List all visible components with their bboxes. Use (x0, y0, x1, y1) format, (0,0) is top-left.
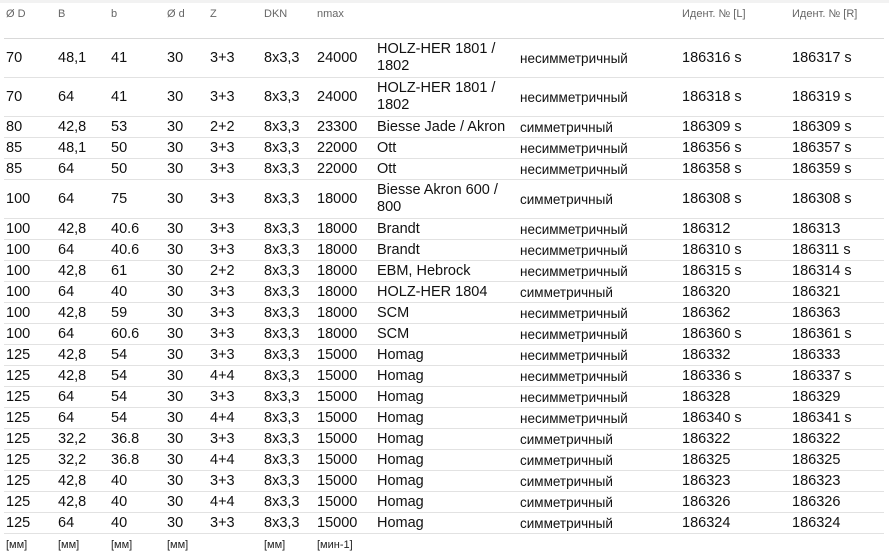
cell-teeth-z: 3+3 (208, 138, 262, 159)
cell-teeth-z: 3+3 (208, 282, 262, 303)
cell-ident-left: 186310 s (680, 240, 790, 261)
cell-diameter: 125 (4, 387, 56, 408)
cell-bore-b-upper: 48,1 (56, 39, 109, 78)
cell-ident-right: 186324 (790, 513, 884, 534)
cell-ident-left: 186356 s (680, 138, 790, 159)
cell-machine: Homag (375, 471, 518, 492)
cell-machine: Homag (375, 492, 518, 513)
cell-symmetry: симметричный (518, 117, 680, 138)
cell-bore-b-upper: 64 (56, 78, 109, 117)
cell-bore-b-upper: 32,2 (56, 450, 109, 471)
cell-dkn: 8x3,3 (262, 345, 315, 366)
cell-machine: Homag (375, 513, 518, 534)
cell-nmax: 15000 (315, 345, 375, 366)
cell-symmetry: симметричный (518, 513, 680, 534)
cell-nmax: 15000 (315, 387, 375, 408)
cell-bore-d: 30 (165, 303, 208, 324)
cell-width-b: 40 (109, 282, 165, 303)
cell-diameter: 100 (4, 282, 56, 303)
cell-ident-left: 186318 s (680, 78, 790, 117)
unit-nmax: [мин-1] (317, 539, 353, 551)
cell-diameter: 70 (4, 78, 56, 117)
cell-machine: HOLZ-HER 1801 / 1802 (375, 39, 518, 78)
unit-ident-right (790, 534, 884, 558)
cell-diameter: 85 (4, 138, 56, 159)
cell-machine: Homag (375, 366, 518, 387)
cell-teeth-z: 3+3 (208, 219, 262, 240)
cell-width-b: 60.6 (109, 324, 165, 345)
cell-ident-right: 186319 s (790, 78, 884, 117)
table-row (4, 180, 884, 219)
cell-machine: Homag (375, 450, 518, 471)
cell-ident-left: 186316 s (680, 39, 790, 78)
cell-width-b: 54 (109, 408, 165, 429)
cell-nmax: 15000 (315, 408, 375, 429)
header-width-b: b (109, 0, 165, 39)
cell-width-b: 50 (109, 159, 165, 180)
cell-width-b: 40 (109, 513, 165, 534)
cell-nmax: 15000 (315, 366, 375, 387)
cell-diameter: 125 (4, 513, 56, 534)
cell-ident-right: 186311 s (790, 240, 884, 261)
cell-teeth-z: 3+3 (208, 240, 262, 261)
unit-symmetry (518, 534, 680, 558)
cell-ident-right: 186325 (790, 450, 884, 471)
cell-bore-d: 30 (165, 117, 208, 138)
cell-bore-b-upper: 42,8 (56, 471, 109, 492)
cell-width-b: 41 (109, 39, 165, 78)
cell-symmetry: несимметричный (518, 219, 680, 240)
cell-bore-d: 30 (165, 240, 208, 261)
header-row (4, 0, 884, 39)
table-row (4, 471, 884, 492)
cell-width-b: 54 (109, 387, 165, 408)
cell-bore-b-upper: 42,8 (56, 303, 109, 324)
cell-symmetry: несимметричный (518, 78, 680, 117)
cell-width-b: 59 (109, 303, 165, 324)
cell-bore-b-upper: 42,8 (56, 261, 109, 282)
header-ident-left: Идент. № [L] (680, 0, 790, 39)
unit-teeth-z (208, 534, 262, 558)
cell-teeth-z: 3+3 (208, 387, 262, 408)
cell-ident-right: 186321 (790, 282, 884, 303)
header-bore-b-upper: B (56, 0, 109, 39)
cell-bore-d: 30 (165, 180, 208, 219)
cell-diameter: 125 (4, 471, 56, 492)
header-dkn: DKN (262, 0, 315, 39)
cell-dkn: 8x3,3 (262, 180, 315, 219)
cell-width-b: 40.6 (109, 219, 165, 240)
cell-teeth-z: 2+2 (208, 117, 262, 138)
cell-bore-d: 30 (165, 429, 208, 450)
cell-ident-right: 186309 s (790, 117, 884, 138)
cell-ident-right: 186308 s (790, 180, 884, 219)
cell-ident-right: 186326 (790, 492, 884, 513)
cell-ident-right: 186359 s (790, 159, 884, 180)
cell-symmetry: симметричный (518, 471, 680, 492)
cell-bore-d: 30 (165, 261, 208, 282)
cell-machine: Brandt (375, 240, 518, 261)
cell-symmetry: симметричный (518, 282, 680, 303)
units-row (4, 534, 884, 558)
table-row (4, 387, 884, 408)
cell-diameter: 100 (4, 261, 56, 282)
cell-teeth-z: 4+4 (208, 450, 262, 471)
unit-dkn: [мм] (264, 539, 286, 551)
cell-symmetry: несимметричный (518, 408, 680, 429)
cell-nmax: 18000 (315, 303, 375, 324)
cell-symmetry: несимметричный (518, 261, 680, 282)
cell-ident-left: 186323 (680, 471, 790, 492)
cell-dkn: 8x3,3 (262, 240, 315, 261)
cell-bore-d: 30 (165, 39, 208, 78)
cell-dkn: 8x3,3 (262, 138, 315, 159)
cell-ident-left: 186315 s (680, 261, 790, 282)
cell-bore-b-upper: 42,8 (56, 117, 109, 138)
cell-bore-b-upper: 42,8 (56, 345, 109, 366)
cell-ident-left: 186309 s (680, 117, 790, 138)
cell-nmax: 15000 (315, 471, 375, 492)
table-row (4, 345, 884, 366)
unit-machine (375, 534, 518, 558)
cell-dkn: 8x3,3 (262, 261, 315, 282)
cell-bore-b-upper: 42,8 (56, 492, 109, 513)
cell-ident-right: 186363 (790, 303, 884, 324)
cell-diameter: 100 (4, 219, 56, 240)
cell-ident-right: 186329 (790, 387, 884, 408)
cell-diameter: 100 (4, 180, 56, 219)
cell-ident-left: 186324 (680, 513, 790, 534)
cell-bore-d: 30 (165, 138, 208, 159)
cell-diameter: 70 (4, 39, 56, 78)
cell-teeth-z: 3+3 (208, 324, 262, 345)
cell-nmax: 18000 (315, 180, 375, 219)
cell-width-b: 50 (109, 138, 165, 159)
table-row (4, 78, 884, 117)
unit-width-b: [мм] (111, 539, 133, 551)
cell-bore-d: 30 (165, 282, 208, 303)
cell-dkn: 8x3,3 (262, 39, 315, 78)
cell-bore-b-upper: 42,8 (56, 219, 109, 240)
cell-teeth-z: 3+3 (208, 303, 262, 324)
cell-width-b: 53 (109, 117, 165, 138)
cell-bore-d: 30 (165, 219, 208, 240)
cell-bore-d: 30 (165, 345, 208, 366)
cell-dkn: 8x3,3 (262, 429, 315, 450)
cell-symmetry: несимметричный (518, 303, 680, 324)
cell-bore-b-upper: 64 (56, 387, 109, 408)
header-ident-right: Идент. № [R] (790, 0, 884, 39)
cell-teeth-z: 4+4 (208, 366, 262, 387)
cell-bore-d: 30 (165, 471, 208, 492)
cell-teeth-z: 4+4 (208, 408, 262, 429)
cell-diameter: 125 (4, 366, 56, 387)
header-machine (375, 0, 518, 39)
table-row (4, 324, 884, 345)
cell-teeth-z: 3+3 (208, 159, 262, 180)
header-bore-d: Ø d (165, 0, 208, 39)
cell-symmetry: симметричный (518, 429, 680, 450)
cell-width-b: 40 (109, 492, 165, 513)
cell-ident-left: 186325 (680, 450, 790, 471)
cell-machine: Ott (375, 159, 518, 180)
cell-dkn: 8x3,3 (262, 492, 315, 513)
cell-ident-left: 186358 s (680, 159, 790, 180)
cell-bore-b-upper: 64 (56, 180, 109, 219)
cell-ident-right: 186322 (790, 429, 884, 450)
table-row (4, 492, 884, 513)
cell-width-b: 54 (109, 366, 165, 387)
unit-diameter: [мм] (6, 539, 28, 551)
header-nmax: nmax (315, 0, 375, 39)
cell-bore-d: 30 (165, 492, 208, 513)
cell-bore-d: 30 (165, 450, 208, 471)
cell-width-b: 40.6 (109, 240, 165, 261)
cell-ident-right: 186357 s (790, 138, 884, 159)
cell-nmax: 18000 (315, 324, 375, 345)
table-row (4, 39, 884, 78)
cell-nmax: 15000 (315, 450, 375, 471)
cell-ident-left: 186320 (680, 282, 790, 303)
cell-ident-right: 186317 s (790, 39, 884, 78)
cell-bore-b-upper: 64 (56, 159, 109, 180)
cell-bore-d: 30 (165, 159, 208, 180)
cell-teeth-z: 3+3 (208, 180, 262, 219)
cell-dkn: 8x3,3 (262, 117, 315, 138)
cell-machine: HOLZ-HER 1801 / 1802 (375, 78, 518, 117)
cell-width-b: 36.8 (109, 450, 165, 471)
table-row (4, 429, 884, 450)
cell-dkn: 8x3,3 (262, 219, 315, 240)
cell-machine: Homag (375, 429, 518, 450)
cell-symmetry: несимметричный (518, 138, 680, 159)
cell-diameter: 85 (4, 159, 56, 180)
cell-teeth-z: 3+3 (208, 345, 262, 366)
cell-bore-d: 30 (165, 366, 208, 387)
cell-ident-left: 186360 s (680, 324, 790, 345)
header-teeth-z: Z (208, 0, 262, 39)
cell-symmetry: симметричный (518, 492, 680, 513)
table-row (4, 219, 884, 240)
cell-bore-b-upper: 64 (56, 513, 109, 534)
table-row (4, 513, 884, 534)
table-row (4, 261, 884, 282)
cell-nmax: 18000 (315, 261, 375, 282)
cell-bore-d: 30 (165, 324, 208, 345)
cell-nmax: 15000 (315, 513, 375, 534)
cell-nmax: 15000 (315, 429, 375, 450)
cell-dkn: 8x3,3 (262, 78, 315, 117)
table-row (4, 366, 884, 387)
cell-symmetry: несимметричный (518, 366, 680, 387)
table-row (4, 450, 884, 471)
cell-machine: Homag (375, 408, 518, 429)
cell-nmax: 24000 (315, 78, 375, 117)
cell-machine: Biesse Akron 600 / 800 (375, 180, 518, 219)
cell-machine: Ott (375, 138, 518, 159)
cell-nmax: 18000 (315, 240, 375, 261)
cell-diameter: 125 (4, 345, 56, 366)
unit-bore-b-upper: [мм] (58, 539, 80, 551)
cell-ident-left: 186322 (680, 429, 790, 450)
cell-dkn: 8x3,3 (262, 303, 315, 324)
table-row (4, 240, 884, 261)
cell-bore-b-upper: 64 (56, 324, 109, 345)
cell-machine: Homag (375, 387, 518, 408)
cell-symmetry: несимметричный (518, 159, 680, 180)
cell-dkn: 8x3,3 (262, 513, 315, 534)
cell-machine: SCM (375, 324, 518, 345)
cell-machine: Brandt (375, 219, 518, 240)
cell-bore-b-upper: 64 (56, 240, 109, 261)
cell-teeth-z: 3+3 (208, 471, 262, 492)
cell-diameter: 100 (4, 303, 56, 324)
cell-machine: EBM, Hebrock (375, 261, 518, 282)
cell-ident-right: 186361 s (790, 324, 884, 345)
cell-ident-left: 186328 (680, 387, 790, 408)
cell-dkn: 8x3,3 (262, 471, 315, 492)
unit-ident-left (680, 534, 790, 558)
cell-symmetry: несимметричный (518, 345, 680, 366)
cell-ident-left: 186326 (680, 492, 790, 513)
cell-nmax: 18000 (315, 219, 375, 240)
cell-bore-d: 30 (165, 387, 208, 408)
cell-width-b: 75 (109, 180, 165, 219)
cell-ident-left: 186312 (680, 219, 790, 240)
cell-ident-left: 186336 s (680, 366, 790, 387)
cell-ident-right: 186337 s (790, 366, 884, 387)
top-rule (0, 0, 889, 3)
cell-nmax: 23300 (315, 117, 375, 138)
cell-diameter: 125 (4, 408, 56, 429)
cell-ident-left: 186332 (680, 345, 790, 366)
cell-bore-b-upper: 42,8 (56, 366, 109, 387)
table-row (4, 159, 884, 180)
cell-ident-right: 186341 s (790, 408, 884, 429)
cell-ident-left: 186308 s (680, 180, 790, 219)
cell-symmetry: несимметричный (518, 39, 680, 78)
cell-width-b: 61 (109, 261, 165, 282)
cell-symmetry: несимметричный (518, 387, 680, 408)
cell-ident-right: 186333 (790, 345, 884, 366)
cell-symmetry: симметричный (518, 450, 680, 471)
cell-nmax: 15000 (315, 492, 375, 513)
cell-bore-d: 30 (165, 513, 208, 534)
cell-teeth-z: 4+4 (208, 492, 262, 513)
cell-dkn: 8x3,3 (262, 324, 315, 345)
cell-symmetry: несимметричный (518, 240, 680, 261)
cell-ident-right: 186313 (790, 219, 884, 240)
cell-diameter: 125 (4, 429, 56, 450)
table-row (4, 138, 884, 159)
cell-ident-left: 186340 s (680, 408, 790, 429)
cell-diameter: 80 (4, 117, 56, 138)
cell-symmetry: симметричный (518, 180, 680, 219)
cell-bore-b-upper: 64 (56, 282, 109, 303)
cell-ident-right: 186314 s (790, 261, 884, 282)
table-row (4, 282, 884, 303)
cell-bore-d: 30 (165, 408, 208, 429)
table-row (4, 408, 884, 429)
cell-machine: HOLZ-HER 1804 (375, 282, 518, 303)
cell-teeth-z: 3+3 (208, 513, 262, 534)
header-symmetry (518, 0, 680, 39)
cell-width-b: 41 (109, 78, 165, 117)
cell-nmax: 24000 (315, 39, 375, 78)
cell-width-b: 54 (109, 345, 165, 366)
cell-dkn: 8x3,3 (262, 366, 315, 387)
cell-bore-b-upper: 48,1 (56, 138, 109, 159)
cell-dkn: 8x3,3 (262, 282, 315, 303)
cell-nmax: 18000 (315, 282, 375, 303)
cell-dkn: 8x3,3 (262, 159, 315, 180)
cell-diameter: 100 (4, 240, 56, 261)
cell-symmetry: несимметричный (518, 324, 680, 345)
tool-spec-table (4, 0, 884, 557)
cell-teeth-z: 3+3 (208, 78, 262, 117)
cell-bore-b-upper: 32,2 (56, 429, 109, 450)
cell-width-b: 36.8 (109, 429, 165, 450)
table-row (4, 117, 884, 138)
cell-nmax: 22000 (315, 159, 375, 180)
cell-dkn: 8x3,3 (262, 450, 315, 471)
cell-machine: SCM (375, 303, 518, 324)
cell-teeth-z: 3+3 (208, 429, 262, 450)
cell-nmax: 22000 (315, 138, 375, 159)
cell-machine: Homag (375, 345, 518, 366)
cell-bore-d: 30 (165, 78, 208, 117)
header-diameter: Ø D (4, 0, 56, 39)
cell-ident-right: 186323 (790, 471, 884, 492)
unit-bore-d: [мм] (167, 539, 189, 551)
cell-teeth-z: 3+3 (208, 39, 262, 78)
cell-bore-b-upper: 64 (56, 408, 109, 429)
cell-width-b: 40 (109, 471, 165, 492)
cell-machine: Biesse Jade / Akron (375, 117, 518, 138)
cell-diameter: 100 (4, 324, 56, 345)
table-row (4, 303, 884, 324)
cell-teeth-z: 2+2 (208, 261, 262, 282)
cell-ident-left: 186362 (680, 303, 790, 324)
cell-dkn: 8x3,3 (262, 408, 315, 429)
cell-diameter: 125 (4, 492, 56, 513)
cell-dkn: 8x3,3 (262, 387, 315, 408)
cell-diameter: 125 (4, 450, 56, 471)
